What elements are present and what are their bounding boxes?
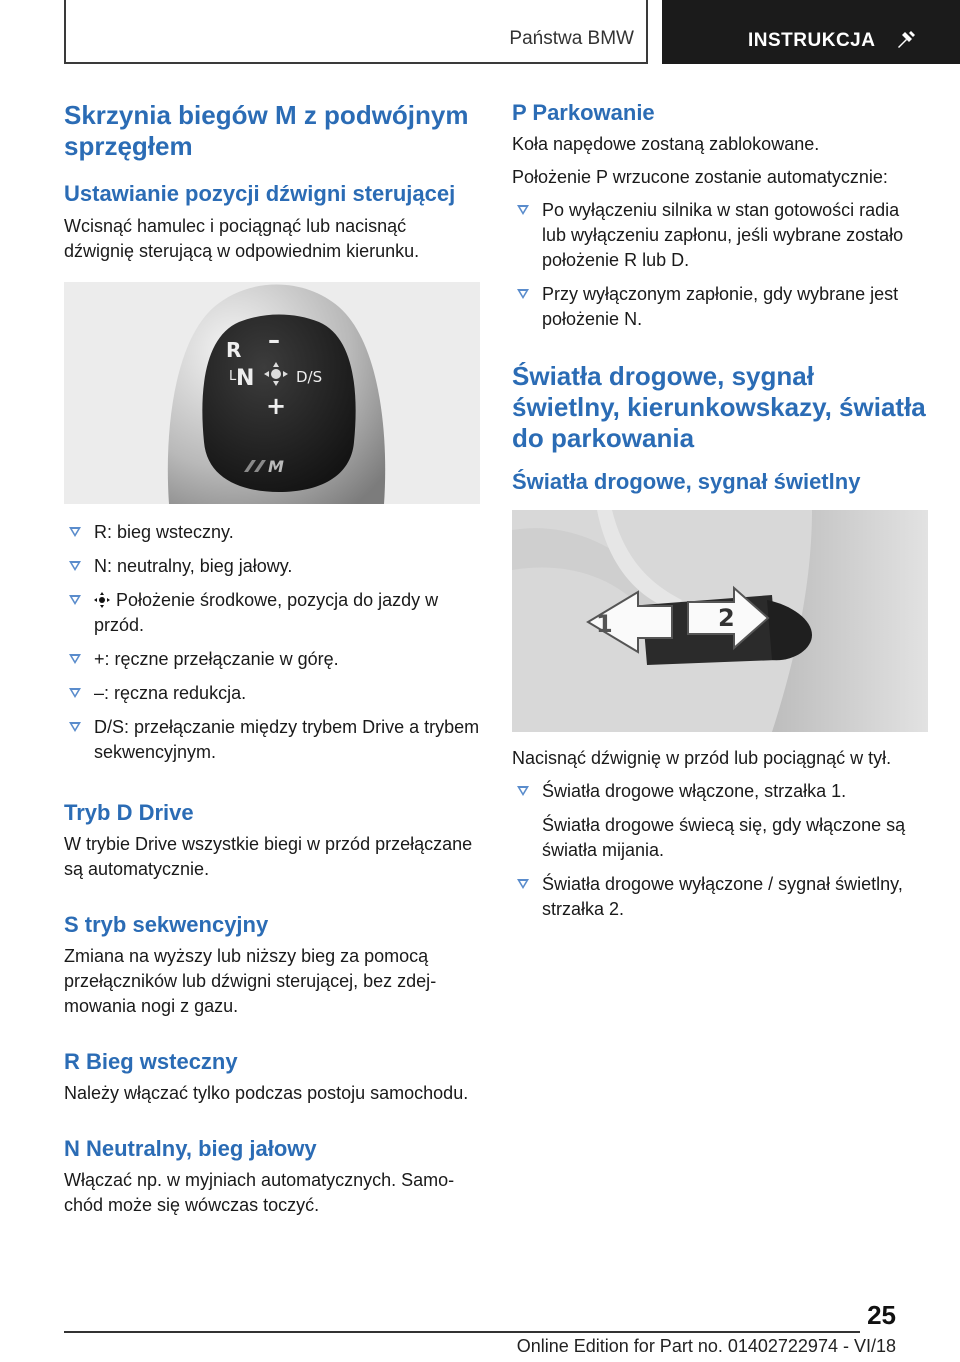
section-text-reverse: Należy włączać tylko podczas postoju samochodu. — [64, 1083, 469, 1103]
section-heading-drive: Tryb D Drive — [64, 800, 194, 825]
list-item: D/S: przełączanie między trybem Drive a trybem sekwencyjnym. — [64, 715, 480, 765]
bullet-triangle-icon — [69, 561, 81, 571]
bullet-triangle-icon — [69, 688, 81, 698]
knob-label-ds: D/S — [296, 368, 323, 386]
lights-title: Światła drogowe, sygnał świetlny, kierunkowskazy, światła do parkowania — [512, 361, 926, 453]
light-stalk-illustration — [512, 510, 928, 732]
bullet-triangle-icon — [517, 786, 529, 796]
bullet-triangle-icon — [69, 527, 81, 537]
bullet-triangle-icon — [69, 722, 81, 732]
section-text-neutral: Włączać np. w myjniach automatycznych. Samochód może się wówczas toczyć. — [64, 1170, 455, 1215]
park-list — [512, 198, 928, 332]
svg-text:2: 2 — [718, 604, 735, 632]
left-column — [64, 100, 480, 1226]
svg-text:1: 1 — [596, 610, 613, 638]
lights-list — [512, 779, 928, 922]
gear-knob-figure — [64, 282, 480, 504]
bullet-triangle-icon — [69, 595, 81, 605]
knob-label-plus: + — [266, 392, 287, 420]
park-text-2: Położenie P wrzucone zostanie automatycznie: — [512, 167, 888, 187]
section-heading-sequential: S tryb sekwencyjny — [64, 912, 269, 937]
wrench-icon — [896, 28, 918, 50]
gear-position-list — [64, 520, 480, 765]
lights-text: Nacisnąć dźwignię w przód lub pociągnąć w tył. — [512, 748, 892, 768]
bullet-triangle-icon — [69, 654, 81, 664]
section-text-sequential: Zmiana na wyższy lub niższy bieg za pomocą przełączników lub dźwigni sterującej, bez zdejmowania nogi z gazu. — [64, 946, 437, 1016]
knob-label-l: L — [229, 369, 237, 384]
section-heading-park: P Parkowanie — [512, 100, 655, 125]
m-logo-text: M — [268, 457, 284, 476]
intro-text: Wcisnąć hamulec i pociągnąć lub nacisnąć dźwignię sterującą w odpowiednim kierunku. — [64, 216, 420, 261]
section-text-drive: W trybie Drive wszystkie biegi w przód przełączane są automatycznie. — [64, 834, 473, 879]
light-stalk-figure — [512, 510, 928, 732]
list-item: –: ręczna redukcja. — [64, 681, 480, 706]
lights-subtitle: Światła drogowe, sygnał świetlny — [512, 469, 861, 494]
list-item: +: ręczne przełączanie w górę. — [64, 647, 480, 672]
list-item: R: bieg wsteczny. — [64, 520, 480, 545]
gear-knob-illustration — [64, 282, 480, 504]
page-title: Skrzynia biegów M z podwójnym sprzęgłem — [64, 100, 469, 161]
list-item: N: neutralny, bieg jałowy. — [64, 554, 480, 579]
header-section-label: INSTRUKCJA — [748, 30, 876, 51]
bullet-triangle-icon — [517, 205, 529, 215]
header-owner-label[interactable]: Państwa BMW — [509, 28, 634, 49]
list-item: Po wyłączeniu silnika w stan gotowości radia lub wyłączeniu zapłonu, jeśli wybrane zostało położenie R lub D. — [512, 198, 928, 273]
header-section-tab[interactable] — [662, 0, 960, 64]
bullet-triangle-icon — [517, 289, 529, 299]
footer-divider — [64, 1331, 860, 1333]
section-heading-selector: Ustawianie pozycji dźwigni sterującej — [64, 181, 456, 206]
knob-label-n: N — [236, 366, 255, 391]
section-heading-neutral: N Neutralny, bieg jałowy — [64, 1136, 317, 1161]
list-item: Przy wyłączonym zapłonie, gdy wybrane jest położenie N. — [512, 282, 928, 332]
knob-label-r: R — [226, 338, 242, 362]
section-heading-reverse: R Bieg wsteczny — [64, 1049, 238, 1074]
header-owner-box — [64, 0, 648, 64]
center-position-icon — [94, 592, 110, 608]
park-text-1: Koła napędowe zostaną zablokowane. — [512, 134, 820, 154]
list-item: Światła drogowe włączone, strzałka 1. Światła drogowe świecą się, gdy włączone są światła mijania. — [512, 779, 928, 863]
list-item: Położenie środkowe, pozycja do jazdy w przód. — [64, 588, 480, 638]
page-number: 25 — [867, 1300, 896, 1330]
list-item: Światła drogowe wyłączone / sygnał świetlny, strzałka 2. — [512, 872, 928, 922]
right-column — [512, 100, 928, 931]
knob-label-minus: – — [268, 326, 280, 354]
footer-edition: Online Edition for Part no. 01402722974 - VI/18 — [516, 1336, 896, 1356]
bullet-triangle-icon — [517, 879, 529, 889]
